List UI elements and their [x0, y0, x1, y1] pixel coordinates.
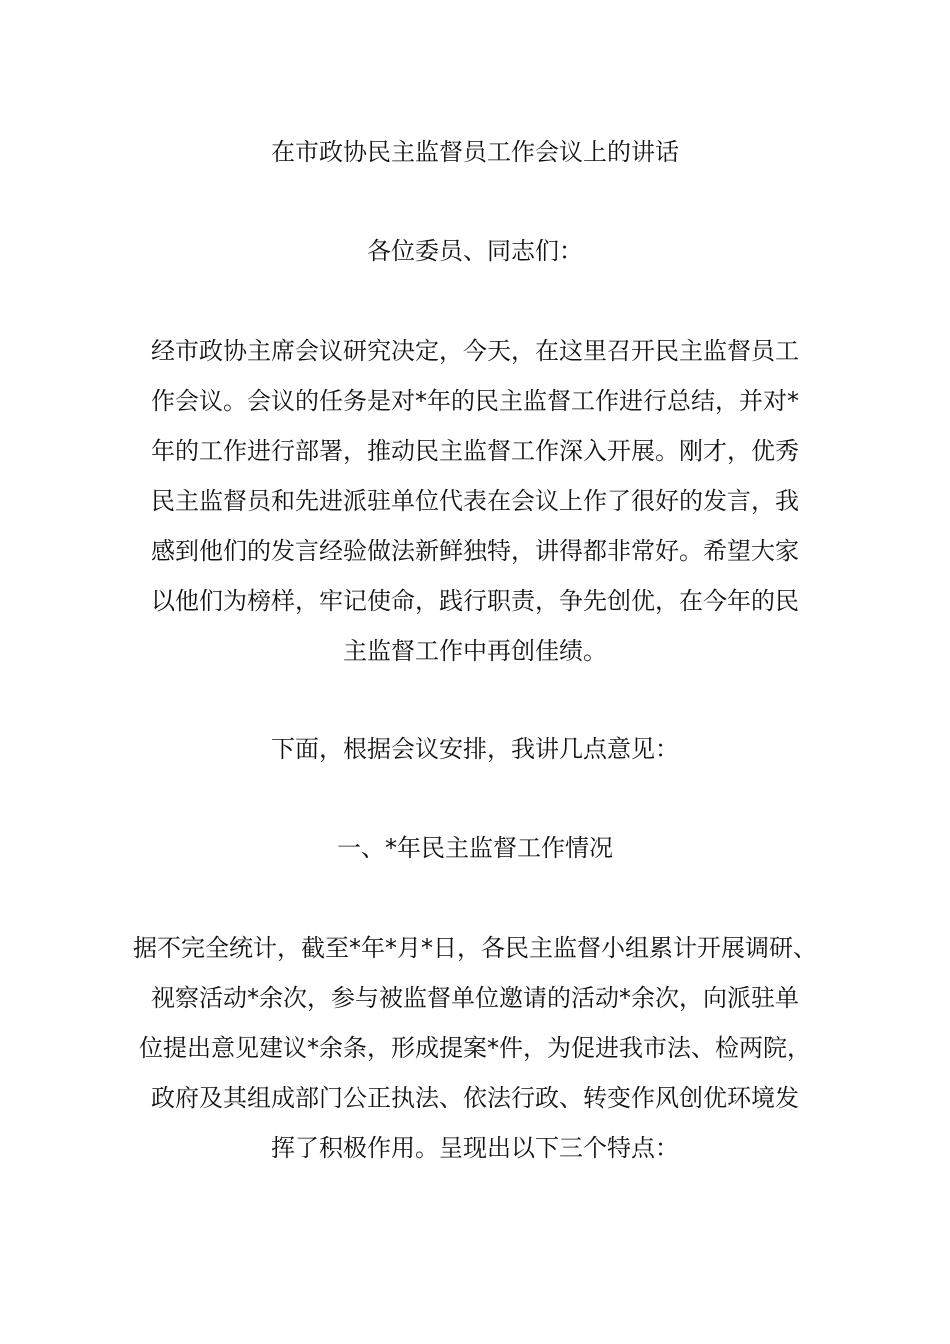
- paragraph-line: 感到他们的发言经验做法新鲜独特，讲得都非常好。希望大家: [151, 537, 799, 565]
- paragraph-line: 作会议。会议的任务是对*年的民主监督工作进行总结，并对*: [151, 387, 799, 415]
- paragraph-line: 经市政协主席会议研究决定，今天，在这里召开民主监督员工: [151, 337, 799, 365]
- salutation: 各位委员、同志们：: [367, 237, 583, 265]
- paragraph-line: 政府及其组成部门公正执法、依法行政、转变作风创优环境发: [151, 1084, 799, 1112]
- paragraph-line: 主监督工作中再创佳绩。: [343, 637, 607, 665]
- paragraph-line: 据不完全统计，截至*年*月*日，各民主监督小组累计开展调研、: [133, 934, 817, 962]
- paragraph-line: 以他们为榜样，牢记使命，践行职责，争先创优，在今年的民: [151, 587, 799, 615]
- document-title: 在市政协民主监督员工作会议上的讲话: [271, 138, 679, 166]
- section-heading: 一、*年民主监督工作情况: [337, 834, 613, 862]
- paragraph-line: 年的工作进行部署，推动民主监督工作深入开展。刚才，优秀: [151, 437, 799, 465]
- paragraph-transition: 下面，根据会议安排，我讲几点意见：: [271, 735, 679, 763]
- paragraph-line: 视察活动*余次，参与被监督单位邀请的活动*余次，向派驻单: [151, 984, 799, 1012]
- paragraph-line: 民主监督员和先进派驻单位代表在会议上作了很好的发言，我: [151, 487, 799, 515]
- paragraph-line: 位提出意见建议*余条，形成提案*件，为促进我市法、检两院，: [139, 1034, 811, 1062]
- paragraph-line: 挥了积极作用。呈现出以下三个特点：: [271, 1134, 679, 1162]
